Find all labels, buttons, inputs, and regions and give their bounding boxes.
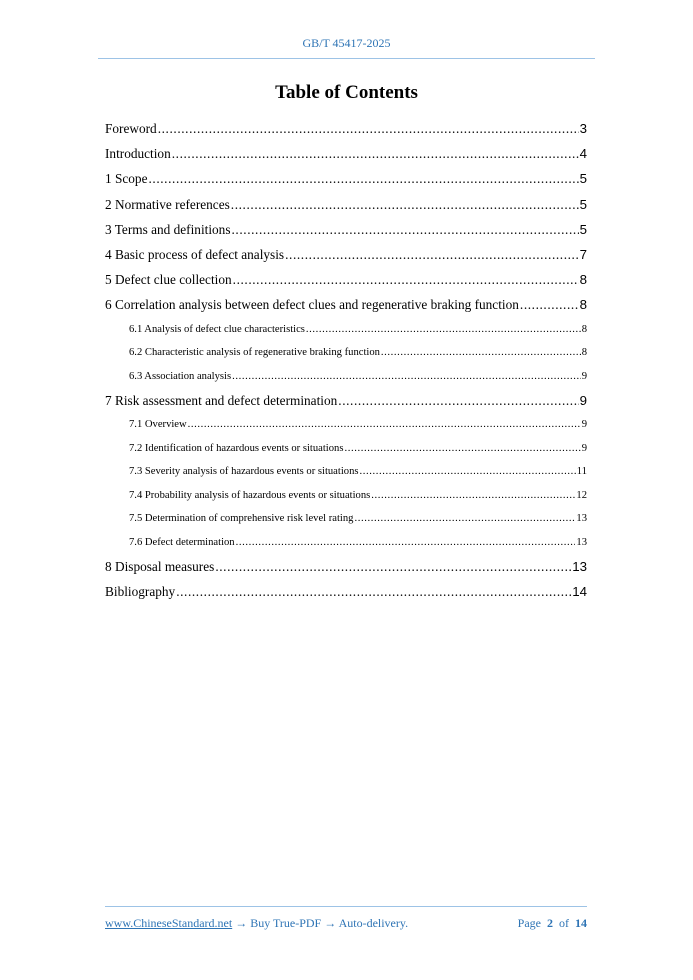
toc-entry[interactable]: [105, 242, 587, 267]
toc-entry-label: 7.2 Identification of hazardous events or situations: [129, 442, 344, 454]
toc-entry[interactable]: [105, 267, 587, 292]
toc-leader-dots: [158, 116, 579, 141]
toc-entry-label: 7.6 Defect determination: [129, 536, 235, 548]
toc-entry-label: 6.1 Analysis of defect clue characteristics: [129, 323, 305, 335]
toc-leader-dots: [172, 141, 579, 166]
toc-entry-label: 7 Risk assessment and defect determination: [105, 393, 338, 408]
table-of-contents: [105, 116, 587, 605]
toc-subentry[interactable]: [105, 437, 587, 461]
toc-entry-label: 1 Scope: [105, 171, 148, 187]
toc-entry-label: 5 Defect clue collection: [105, 272, 232, 288]
toc-leader-dots: [359, 460, 575, 484]
toc-entry-label: 7.3 Severity analysis of hazardous events or situations: [129, 466, 359, 478]
toc-entry-page: 8: [581, 347, 587, 358]
page-indicator: [518, 916, 587, 931]
toc-entry-page: 13: [576, 536, 587, 548]
toc-entry[interactable]: [105, 579, 587, 604]
toc-entry-page: 9: [579, 393, 587, 408]
page-footer: [105, 916, 587, 931]
toc-entry-page: 8: [579, 272, 587, 288]
toc-leader-dots: [354, 507, 575, 531]
toc-entry-label: 6.2 Characteristic analysis of regenerative braking function: [129, 347, 380, 358]
toc-entry-page: 8: [581, 323, 587, 335]
toc-entry-label: 2 Normative references: [105, 196, 230, 212]
toc-subentry[interactable]: [105, 341, 587, 365]
toc-leader-dots: [232, 365, 581, 389]
toc-entry-label: 6 Correlation analysis between defect clues and regenerative braking function: [105, 297, 519, 313]
toc-entry-page: 13: [572, 559, 587, 575]
page-current: 2: [547, 916, 553, 930]
toc-leader-dots: [188, 413, 581, 437]
toc-entry-page: 12: [576, 489, 587, 501]
toc-leader-dots: [236, 531, 576, 555]
toc-entry-label: 8 Disposal measures: [105, 559, 215, 575]
toc-entry[interactable]: [105, 141, 587, 166]
toc-entry-label: Introduction: [105, 146, 171, 162]
toc-leader-dots: [215, 554, 571, 579]
toc-leader-dots: [306, 318, 581, 342]
toc-entry-label: Bibliography: [105, 584, 176, 600]
toc-leader-dots: [176, 579, 571, 604]
toc-entry-label: 3 Terms and definitions: [105, 221, 231, 237]
toc-leader-dots: [148, 166, 578, 191]
toc-entry-label: 7.5 Determination of comprehensive risk level rating: [129, 513, 354, 525]
toc-entry-page: 5: [579, 196, 587, 212]
toc-entry[interactable]: [105, 116, 587, 141]
promo-text: → Buy True-PDF → Auto-delivery.: [232, 916, 409, 930]
toc-leader-dots: [344, 437, 580, 461]
toc-entry-page: 8: [579, 297, 587, 313]
toc-subentry[interactable]: [105, 507, 587, 531]
toc-entry-page: 3: [579, 121, 587, 136]
toc-entry-page: 7: [579, 246, 587, 262]
toc-entry[interactable]: [105, 166, 587, 191]
footer-promo: [105, 916, 408, 931]
toc-entry[interactable]: [105, 192, 587, 217]
toc-entry-page: 9: [581, 419, 587, 431]
toc-leader-dots: [520, 292, 579, 317]
toc-entry-page: 13: [576, 513, 587, 525]
document-code-header: GB/T 45417-2025: [302, 36, 391, 50]
toc-leader-dots: [231, 192, 579, 217]
toc-subentry[interactable]: [105, 531, 587, 555]
toc-leader-dots: [232, 217, 579, 242]
toc-entry-page: 5: [579, 221, 587, 237]
toc-entry[interactable]: [105, 388, 587, 413]
toc-subentry[interactable]: [105, 365, 587, 389]
toc-entry-label: Foreword: [105, 121, 157, 136]
footer-divider: [105, 906, 587, 907]
toc-entry-label: 7.4 Probability analysis of hazardous events or situations: [129, 489, 371, 501]
toc-entry-label: 4 Basic process of defect analysis: [105, 246, 285, 262]
toc-entry[interactable]: [105, 554, 587, 579]
toc-entry-label: 7.1 Overview: [129, 419, 187, 431]
toc-leader-dots: [371, 484, 575, 508]
toc-entry-page: 9: [581, 442, 587, 454]
toc-entry-page: 14: [572, 584, 587, 600]
toc-leader-dots: [381, 341, 581, 365]
toc-entry-page: 11: [576, 466, 587, 478]
toc-subentry[interactable]: [105, 460, 587, 484]
header-divider: [98, 58, 595, 59]
toc-leader-dots: [338, 388, 578, 413]
toc-entry-page: 4: [579, 146, 587, 162]
toc-entry-page: 5: [579, 171, 587, 187]
toc-subentry[interactable]: [105, 484, 587, 508]
toc-leader-dots: [285, 242, 579, 267]
toc-entry-label: 6.3 Association analysis: [129, 370, 232, 382]
toc-entry[interactable]: [105, 217, 587, 242]
toc-leader-dots: [233, 267, 579, 292]
website-link[interactable]: www.ChineseStandard.net: [105, 916, 233, 930]
page-total: 14: [575, 916, 587, 930]
page-title: Table of Contents: [275, 82, 418, 103]
toc-entry[interactable]: [105, 292, 587, 317]
toc-subentry[interactable]: [105, 318, 587, 342]
toc-subentry[interactable]: [105, 413, 587, 437]
toc-entry-page: 9: [581, 370, 587, 382]
page-label: Page: [517, 916, 541, 930]
page-of: of: [559, 916, 569, 930]
